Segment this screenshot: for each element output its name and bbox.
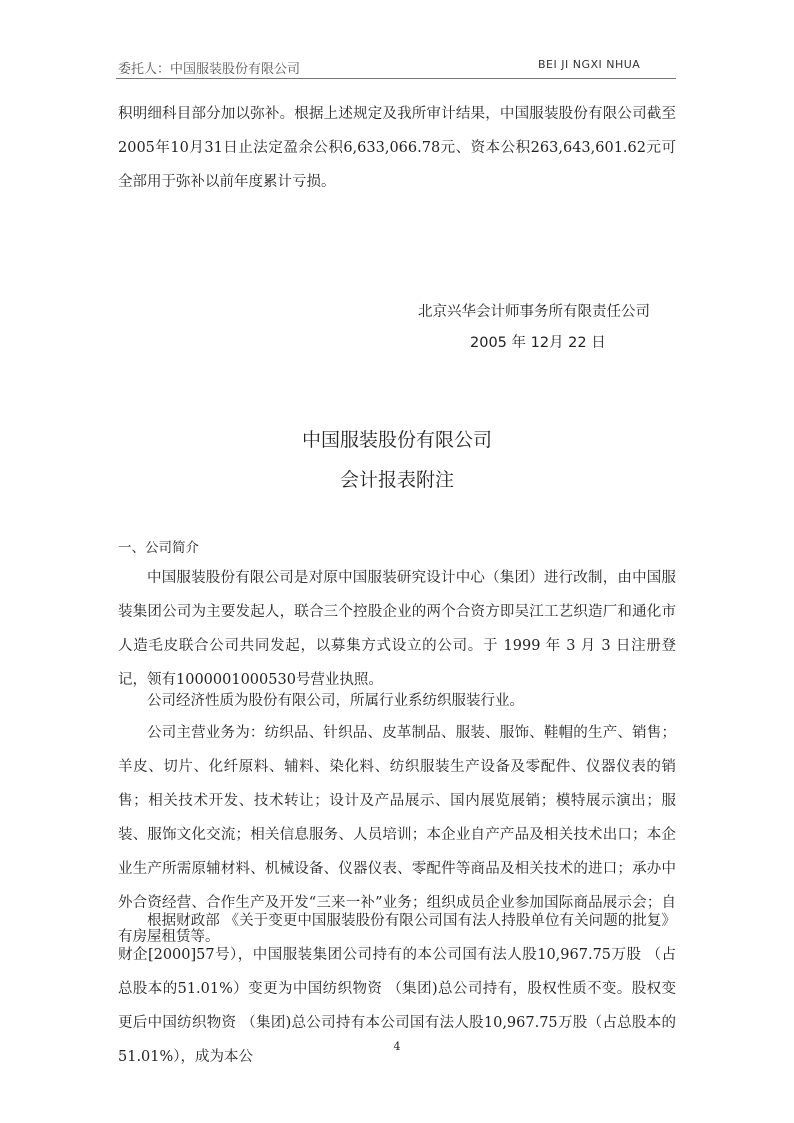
header-firm-pinyin: BEI JI NGXI NHUA: [538, 58, 641, 71]
paragraph-audit-conclusion: 积明细科目部分加以弥补。根据上述规定及我所审计结果，中国服装股份有限公司截至2005年10月31日止法定盈余公积6,633,066.78元、资本公积263,643,601.62元可全部用于弥补以前年度累计亏损。: [118, 106, 676, 190]
signature-date: 2005 年 12月 22 日: [470, 335, 606, 351]
header-divider: [116, 78, 676, 79]
section-heading-company-profile: 一、公司简介: [118, 540, 199, 556]
paragraph-company-intro: 中国服装股份有限公司是对原中国服装研究设计中心（集团）进行改制，由中国服装集团公司为主要发起人，联合三个控股企业的两个合资方即吴江工艺织造厂和通化市人造毛皮联合公司共同发起，以募集方式设立的公司。于 1999 年 3 月 3 日注册登记，领有1000001000530号营业执照。: [118, 570, 676, 688]
document-title-company: 中国服装股份有限公司: [301, 429, 492, 451]
paragraph-main-business: 公司主营业务为：纺织品、针织品、皮革制品、服装、服饰、鞋帽的生产、销售；羊皮、切片、化纤原料、辅料、染化料、纺织服装生产设备及零配件、仪器仪表的销售；相关技术开发、技术转让；设计及产品展示、国内展览展销；模特展示演出；服装、服饰文化交流；相关信息服务、人员培训；本企业自产产品及相关技术出口；本企业生产所需原辅材料、机械设备、仪器仪表、零配件等商品及相关技术的进口；承办中外合资经营、合作生产及开发“三来一补”业务；组织成员企业参加国际商品展示会；自有房屋租赁等。: [118, 725, 676, 945]
paragraph-company-nature: 公司经济性质为股份有限公司，所属行业系纺织服装行业。: [147, 693, 524, 709]
signature-firm: 北京兴华会计师事务所有限责任公司: [418, 304, 650, 320]
paragraph-equity-change: 根据财政部 《关于变更中国服装股份有限公司国有法人持股单位有关问题的批复》财企[2000]57号），中国服装集团公司持有的本公司国有法人股10,967.75万股 （占总股本的51.01%）变更为中国纺织物资 （集团)总公司持有，股权性质不变。股权变更后中国纺织物资 （集团)总公司持有本公司国有法人股10,967.75万股（占总股本的51.01%），成为本公: [118, 913, 676, 1065]
header-client: 委托人：中国服装股份有限公司: [118, 62, 301, 77]
document-title-notes: 会计报表附注: [339, 469, 454, 491]
page-number: 4: [393, 1040, 401, 1053]
